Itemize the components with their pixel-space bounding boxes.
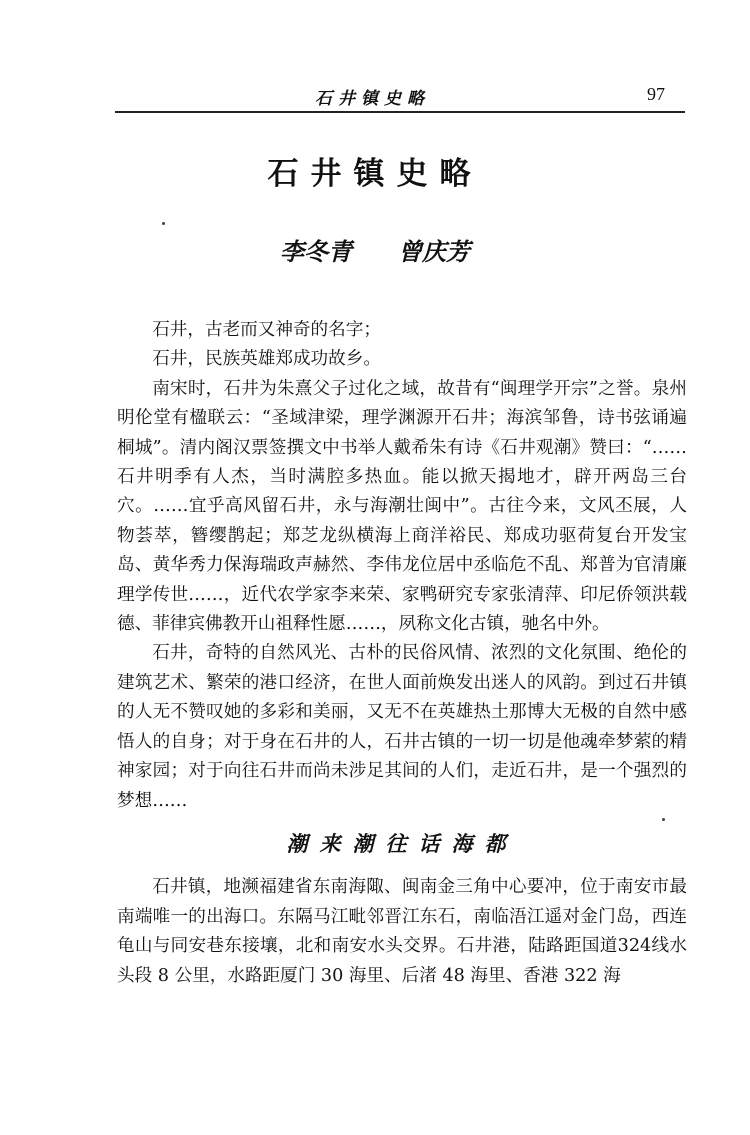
header-rule [115, 111, 685, 113]
body-text [117, 316, 687, 991]
page-number: 97 [647, 84, 665, 104]
article-title: 石井镇史略 [267, 156, 483, 192]
paragraph: 石井，民族英雄郑成功故乡。 [152, 349, 381, 370]
section-heading: 潮来潮往话海都 [286, 830, 518, 856]
author-name: 曾庆芳 [398, 237, 470, 266]
running-header [115, 78, 685, 112]
paragraph: 石井，古老而又神奇的名字； [152, 320, 381, 340]
running-title: 石井镇史略 [315, 89, 430, 109]
scan-speck [162, 222, 165, 225]
paragraph: 石井镇，地濒福建省东南海陬、闽南金三角中心要冲，位于南安市最南端唯一的出海口。东隔马江毗邻晋江东石，南临浯江遥对金门岛，西连龟山与同安巷东接壤，北和南安水头交界。石井港，陆路距国道324线水头段 8 公里，水路距厦门 30 海里、后渚 48 海里、香港 322 海 [117, 877, 687, 986]
authors [0, 232, 750, 267]
paragraph: 南宋时，石井为朱熹父子过化之域，故昔有“闽理学开宗”之誉。泉州明伦堂有楹联云：“圣域津梁，理学渊源开石井；海滨邹鲁，诗书弦诵遍桐城”。清内阁汉票签撰文中书举人戴希朱有诗《石井观潮》赞曰：“……石井明季有人杰，当时满腔多热血。能以掀天揭地才，辟开两岛三台穴。……宜乎高风留石井，永与海潮壮闽中”。古往今来，文风丕展，人物荟萃，簪缨鹊起；郑芝龙纵横海上商洋裕民、郑成功驱荷复台开发宝岛、黄华秀力保海瑞政声赫然、李伟龙位居中丞临危不乱、郑普为官清廉理学传世……，近代农学家李来荣、家鸭研究专家张清萍、印尼侨领洪载德、菲律宾佛教开山祖释性愿……，夙称文化古镇，驰名中外。 [117, 378, 687, 635]
author-name: 李冬青 [280, 237, 352, 266]
paragraph: 石井，奇特的自然风光、古朴的民俗风情、浓烈的文化氛围、绝伦的建筑艺术、繁荣的港口经济，在世人面前焕发出迷人的风韵。到过石井镇的人无不赞叹她的多彩和美丽，又无不在英雄热土那博大无极的自然中感悟人的自身；对于身在石井的人，石井古镇的一切一切是他魂牵梦萦的精神家园；对于向往石井而尚未涉足其间的人们，走近石井，是一个强烈的梦想…… [117, 643, 687, 811]
